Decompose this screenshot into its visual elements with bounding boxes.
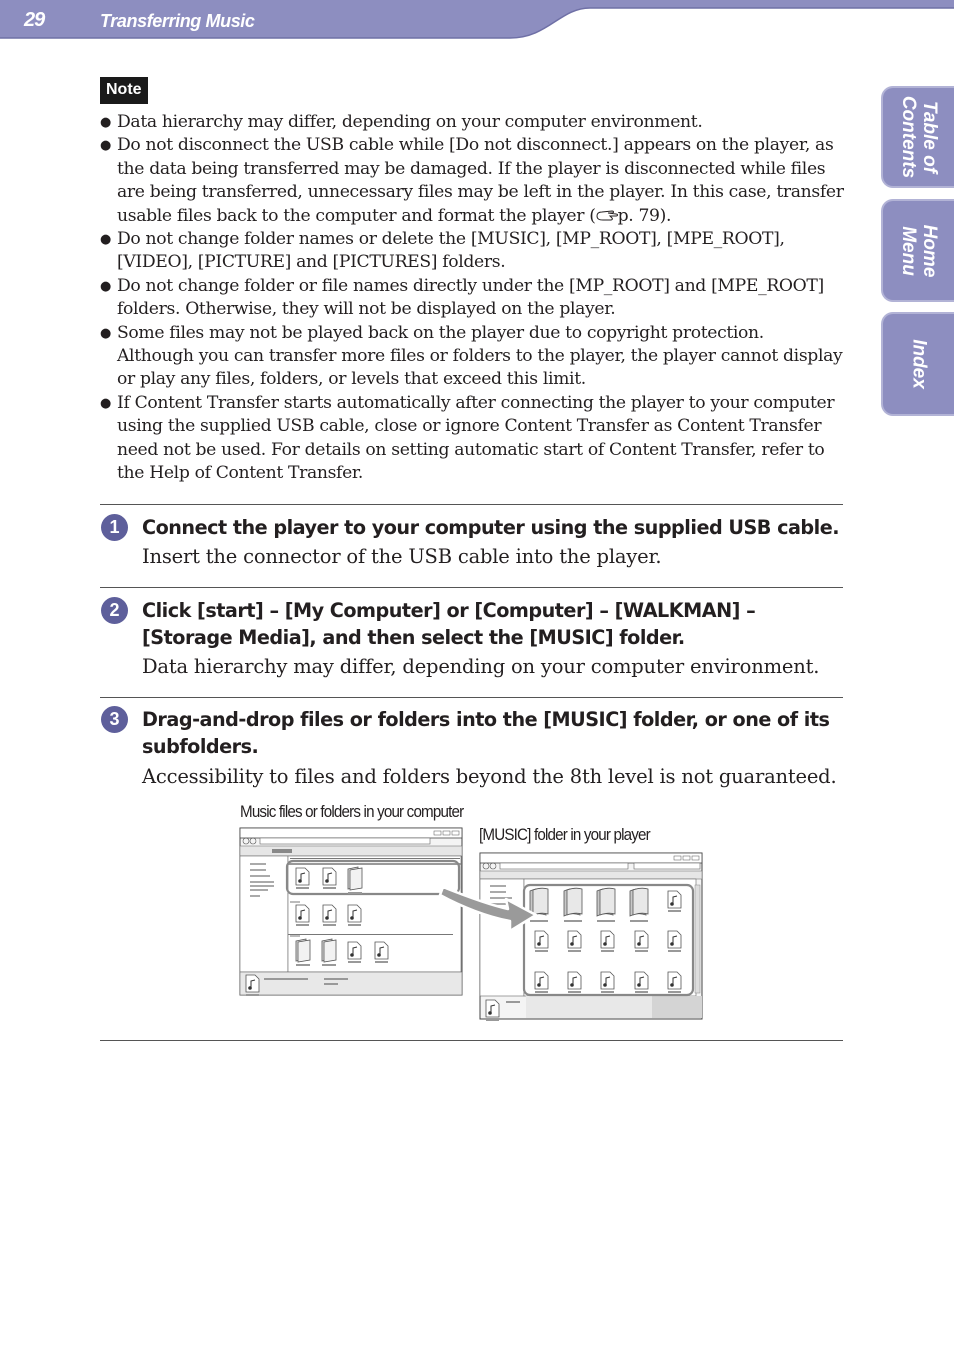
tab-label: Table of Contents (897, 95, 940, 179)
step-number-badge: 1 (101, 514, 128, 541)
note-item: ● Do not change folder names or delete the [MUSIC], [MP_ROOT], [MPE_ROOT], [VIDEO], [PICTURE] and [PICTURES] folders. (100, 228, 845, 275)
caption-player: [MUSIC] folder in your player (479, 826, 650, 844)
page-reference-link[interactable]: p. 79). (617, 205, 672, 226)
step-title: Connect the player to your computer using the supplied USB cable. (142, 516, 840, 539)
caption-computer: Music files or folders in your computer (240, 803, 464, 821)
note-item: ● Do not change folder or file names directly under the [MP_ROOT] and [MPE_ROOT] folders. Otherwise, they will not be displayed on the player. (100, 275, 845, 322)
tab-label: Home Menu (897, 224, 940, 277)
divider (100, 504, 843, 505)
pointing-hand-icon (596, 208, 618, 222)
tab-label: Index (908, 339, 929, 389)
divider (100, 587, 843, 588)
step-number-badge: 2 (101, 597, 128, 624)
divider (100, 697, 843, 698)
note-item: ● Data hierarchy may differ, depending on your computer environment. (100, 111, 845, 134)
note-list (100, 111, 845, 486)
section-title: Transferring Music (100, 11, 255, 31)
divider (100, 1040, 843, 1041)
computer-window (240, 828, 462, 996)
tab-index[interactable] (881, 312, 954, 416)
page-header (0, 0, 954, 40)
note-badge: Note (100, 77, 148, 104)
step-title: Click [start] – [My Computer] or [Computer] – [WALKMAN] – [Storage Media], and then select the [MUSIC] folder. (142, 599, 756, 649)
player-window (480, 853, 702, 1021)
tab-home-menu[interactable] (881, 199, 954, 302)
step-body: Accessibility to files and folders beyond the 8th level is not guaranteed. (142, 765, 837, 788)
tab-table-of-contents[interactable] (881, 86, 954, 188)
step-body: Insert the connector of the USB cable into the player. (142, 545, 662, 568)
note-item: ● Some files may not be played back on the player due to copyright protection. Although you can transfer more files or folders to the player, the player cannot display or play any files, folders, or levels that exceed this limit. (100, 322, 845, 392)
note-item: ● If Content Transfer starts automatically after connecting the player to your computer using the supplied USB cable, close or ignore Content Transfer as Content Transfer need not be used. For details on setting automatic start of Content Transfer, refer to the Help of Content Transfer. (100, 392, 845, 486)
step-number-badge: 3 (101, 706, 128, 733)
note-item: ● Do not disconnect the USB cable while [Do not disconnect.] appears on the player, as the data being transferred may be damaged. If the player is disconnected while files are being transferred, unnecessary files may be left in the player. In this case, transfer usable files back to the computer and format the player ( p. 79). (100, 134, 845, 228)
step-body: Data hierarchy may differ, depending on your computer environment. (142, 655, 820, 678)
page-number: 29 (24, 9, 45, 31)
step-title: Drag-and-drop files or folders into the [MUSIC] folder, or one of its subfolders. (142, 708, 830, 758)
drag-drop-illustration (238, 825, 708, 1025)
